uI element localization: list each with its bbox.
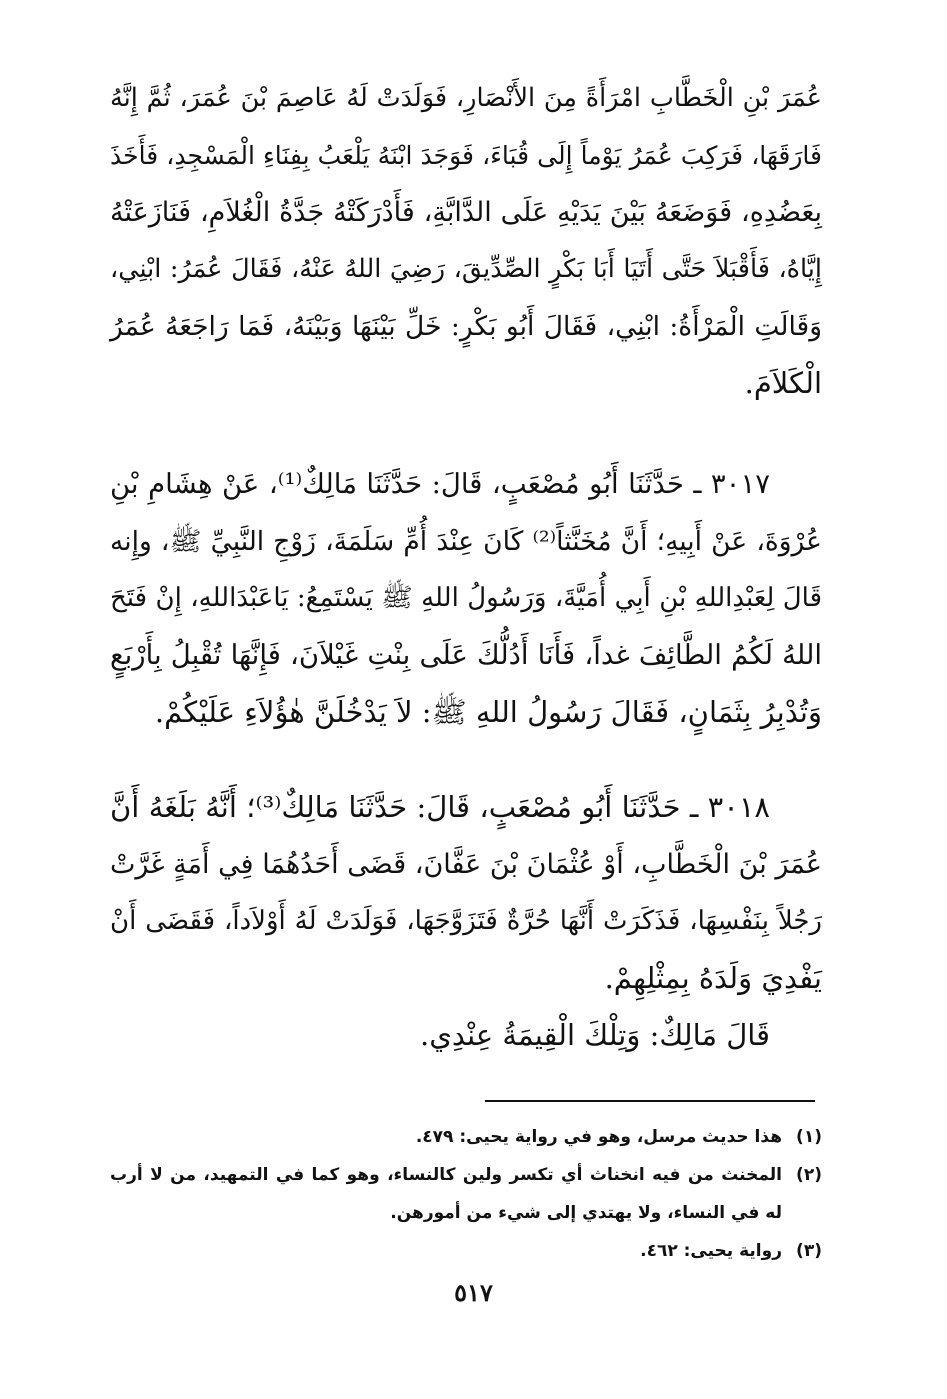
hadith-3017 [110, 456, 822, 741]
text-line: الْكَلاَمَ. [744, 366, 822, 400]
footnote-line: هذا حديث مرسل، وهو في رواية يحيى: ٤٧٩. [415, 1127, 782, 1147]
text-line: رَجُلاً بِنَفْسِهَا، فَذَكَرَتْ أَنَّهَا حُرَّةٌ فَتَزَوَّجَهَا، فَوَلَدَتْ لَهُ أَوْلاَداً، فَقَضَى أَنْ [110, 906, 822, 936]
hadith-first-line: ٣٠١٧ ـ حَدَّثَنَا أَبُو مُصْعَبٍ، قَالَ: حَدَّثَنَا مَالِكٌ⁽¹⁾، عَنْ هِشَامِ بْنِ [110, 468, 770, 500]
paragraph-spacer [110, 412, 822, 456]
text-line: فَارَقَهَا، فَرَكِبَ عُمَرُ يَوْماً إِلَى قُبَاءَ، فَوَجَدَ ابْنَهُ يَلْعَبُ بِفِنَاءِ الْمَسْجِدِ، فَأَخَذَ [110, 141, 822, 170]
main-text [110, 70, 822, 1064]
footnote-line: رواية يحيى: ٤٦٢. [640, 1241, 782, 1261]
text-line: اللهُ لَكُمُ الطَّائِفَ غداً، فَأَنَا أَدُلُّكَ عَلَى بِنْتِ غَيْلاَنَ، فَإِنَّهَا تُقْبِلُ بِأَرْبَعٍ [110, 639, 822, 671]
text-line: وَتُدْبِرُ بِثَمَانٍ، فَقَالَ رَسُولُ اللهِ ﷺ: لاَ يَدْخُلَنَّ هٰؤُلاَءِ عَلَيْكُمْ. [154, 695, 822, 729]
text-line: إِيَّاهُ، فَأَقْبَلاَ حَتَّى أَتَيَا أَبَا بَكْرٍ الصِّدِّيقَ، رَضِيَ اللهُ عَنْهُ، فَقَالَ عُمَرُ: ابْنِي، [110, 254, 822, 284]
text-line: عُمَرَ بْنَ الْخَطَّابِ، أَوْ عُثْمَانَ بْنَ عَفَّانَ، قَضَى أَحَدُهُمَا فِي أَمَةٍ غَرَّتْ [110, 849, 822, 880]
text-line: عُرْوَةَ، عَنْ أَبِيهِ؛ أَنَّ مُخَنَّثاً⁽²⁾ كَانَ عِنْدَ أُمِّ سَلَمَةَ، زَوْجِ النَّبِيِّ ﷺ، وإِنه [110, 526, 822, 557]
footnote-marker: (٢) [796, 1165, 822, 1185]
footnote-line: له في النساء، ولا يهتدي إلى شيء من أمورهن. [390, 1203, 782, 1223]
footnote-body [110, 1232, 782, 1270]
text-line: وَقَالَتِ الْمَرْأَةُ: ابْنِي، فَقَالَ أَبُو بَكْرٍ: خَلِّ بَيْنَهَا وَبَيْنَهُ، فَمَا رَاجَعَهُ عُمَرُ [110, 311, 822, 342]
hadith-first-line: ٣٠١٨ ـ حَدَّثَنَا أَبُو مُصْعَبٍ، قَالَ: حَدَّثَنَا مَالِكٌ⁽³⁾؛ أَنَّهُ بَلَغَهُ أَنَّ [110, 790, 770, 824]
paragraph-spacer [110, 741, 822, 779]
text-line: قَالَ لِعَبْدِاللهِ بْنِ أَبِي أُمَيَّةَ، وَرَسُولُ اللهِ ﷺ يَسْتَمِعُ: يَاعَبْدَاللهِ، إِنْ فَتَحَ [110, 583, 822, 613]
page-number: ٥١٧ [454, 1278, 493, 1307]
text-line: يَفْدِيَ وَلَدَهُ بِمِثْلِهِمْ. [604, 961, 822, 995]
footnote-separator [485, 1100, 815, 1102]
footnote-1 [110, 1118, 822, 1156]
footnote-2 [110, 1156, 822, 1232]
malik-comment-line: قَالَ مَالِكٌ: وَتِلْكَ الْقِيمَةُ عِنْدِي. [420, 1018, 770, 1052]
footnotes [110, 1118, 822, 1270]
footnote-line: المخنث من فيه انخناث أي تكسر ولين كالنساء، وهو كما في التمهيد، من لا أرب [110, 1165, 782, 1185]
text-line: بِعَضُدِهِ، فَوَضَعَهُ بَيْنَ يَدَيْهِ عَلَى الدَّابَّةِ، فَأَدْرَكَتْهُ جَدَّةُ الْغُلاَمِ، فَنَازَعَتْهُ [110, 197, 822, 228]
footnote-marker: (٣) [796, 1241, 822, 1261]
hadith-3018 [110, 779, 822, 1064]
text-line: عُمَرَ بْنِ الْخَطَّابِ امْرَأَةً مِنَ الأَنْصَارِ، فَوَلَدَتْ لَهُ عَاصِمَ بْنَ عُمَرَ، ثُمَّ إِنَّهُ [110, 83, 822, 113]
footnote-3 [110, 1232, 822, 1270]
paragraph-continuation [110, 70, 822, 412]
footnote-marker: (١) [796, 1127, 822, 1147]
footnote-body [110, 1118, 782, 1156]
footnote-body [110, 1156, 782, 1232]
